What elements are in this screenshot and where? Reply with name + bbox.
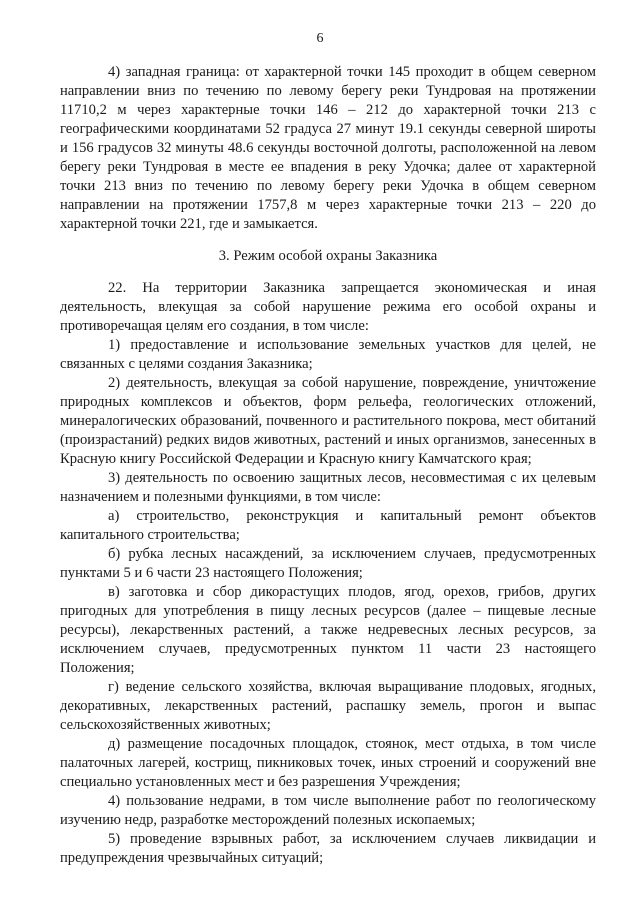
list-item-3v: в) заготовка и сбор дикорастущих плодов, ягод, орехов, грибов, других пригодных для употребления в пищу лесных ресурсов (далее – пищевые лесные ресурсы), лекарственных растений, а также недревесных лесных ресурсов, за исключением случаев, предусмотренных пунктом 11 части 23 настоящего Положения; xyxy=(60,584,596,676)
list-item-1: 1) предоставление и использование земельных участков для целей, не связанных с целями создания Заказника; xyxy=(60,337,596,372)
paragraph-western-boundary: 4) западная граница: от характерной точки 145 проходит в общем северном направлении вниз по течению по левому берегу реки Тундровая на протяжении 11710,2 м через характерные точки 146 – 212 до характерной точки 213 с географическими координатами 52 градуса 27 минут 19.1 секунды северной широты и 156 градусов 32 минуты 48.6 секунды восточной долготы, расположенной на левом берегу реки Тундровая в месте ее впадения в реку Удочка; далее от характерной точки 213 вниз по течению по левому берегу реки Удочка в общем северном направлении на протяжении 1757,8 м через характерные точки 213 – 220 до характерной точки 221, где и замыкается. xyxy=(60,64,596,232)
list-item-3g: г) ведение сельского хозяйства, включая выращивание плодовых, ягодных, декоративных, лекарственных растений, распашку земель, прогон и выпас сельскохозяйственных животных; xyxy=(60,679,596,733)
list-item-3d: д) размещение посадочных площадок, стоянок, мест отдыха, в том числе палаточных лагерей, кострищ, пикниковых точек, иных строений и сооружений вне специально установленных мест и без разрешения Учреждения; xyxy=(60,736,596,790)
paragraph-22: 22. На территории Заказника запрещается экономическая и иная деятельность, влекущая за собой нарушение режима его особой охраны и противоречащая целям его создания, в том числе: xyxy=(60,280,596,334)
list-item-4: 4) пользование недрами, в том числе выполнение работ по геологическому изучению недр, разработке месторождений полезных ископаемых; xyxy=(60,793,596,828)
list-item-3b: б) рубка лесных насаждений, за исключением случаев, предусмотренных пунктами 5 и 6 части 23 настоящего Положения; xyxy=(60,546,596,581)
list-item-2: 2) деятельность, влекущая за собой нарушение, повреждение, уничтожение природных комплексов и объектов, форм рельефа, геологических отложений, минералогических образований, почвенного и растительного покрова, мест обитаний (произрастаний) редких видов животных, растений и иных организмов, занесенных в Красную книгу Российской Федерации и Красную книгу Камчатского края; xyxy=(60,375,596,467)
list-item-3: 3) деятельность по освоению защитных лесов, несовместимая с их целевым назначением и полезными функциями, в том числе: xyxy=(60,470,596,505)
section-heading: 3. Режим особой охраны Заказника xyxy=(218,248,438,264)
document-body xyxy=(60,63,596,868)
list-item-5: 5) проведение взрывных работ, за исключением случаев ликвидации и предупреждения чрезвычайных ситуаций; xyxy=(60,831,596,866)
page-number: 6 xyxy=(316,31,324,46)
list-item-3a: а) строительство, реконструкция и капитальный ремонт объектов капитального строительства; xyxy=(60,508,596,543)
